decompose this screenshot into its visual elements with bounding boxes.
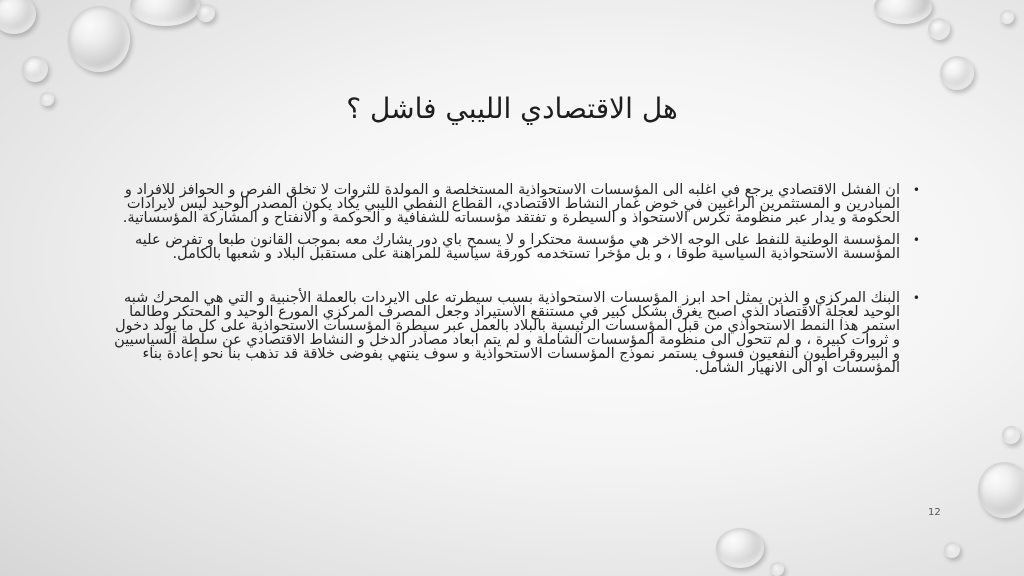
bullet-item bbox=[105, 291, 920, 375]
water-drop-decoration bbox=[0, 0, 36, 34]
page-number: 12 bbox=[928, 507, 941, 518]
water-drop-decoration bbox=[1002, 426, 1020, 444]
water-drop-decoration bbox=[1000, 10, 1014, 24]
water-drop-decoration bbox=[68, 6, 130, 72]
bullet-item bbox=[105, 233, 920, 261]
bullet-icon: • bbox=[912, 233, 920, 247]
water-drop-decoration bbox=[130, 0, 200, 26]
water-drop-decoration bbox=[944, 542, 960, 558]
bullet-text: ان الفشل الاقتصادي يرجع في اغلبه الى المؤسسات الاستحواذية المستخلصة و المولدة للثروات لا تخلق الفرص و الحوافز للافراد و المبادرين و المستثمرين الراغبين في خوض غمار النشاط الاقتصادي، القطاع النفطي الليبي يكاد يكون المصدر الوحيد ليس لايرادات الحكومة و يدار عبر منظومة تكرس الاستحواذ و السيطرة و تفتقد مؤسساته للشفافية و الحوكمة و الانفتاح و المشاركة المؤسساتية. bbox=[122, 182, 900, 226]
bullet-list bbox=[105, 183, 920, 383]
water-drop-decoration bbox=[716, 528, 764, 568]
bullet-item bbox=[105, 183, 920, 225]
bullet-text: المؤسسة الوطنية للنفط على الوجه الاخر هي مؤسسة محتكرا و لا يسمح باي دور يشارك معه بموجب القانون طبعا و تفرض عليه المؤسسة الاستحواذية السياسية طوقا ، و بل مؤخرا تستخدمه كورقة سياسية للمراهنة على مستقبل البلاد و شعبها بالكامل. bbox=[135, 232, 900, 262]
bullet-icon: • bbox=[912, 291, 920, 305]
water-drop-decoration bbox=[22, 56, 48, 82]
water-drop-decoration bbox=[978, 462, 1024, 518]
water-drop-decoration bbox=[874, 0, 932, 24]
bullet-text: البنك المركزي و الذين يمثل احد ابرز المؤسسات الاستحواذية بسبب سيطرته على الايردات بالعملة الأجنبية و التي هي المحرك شبه الوحيد لعجلة الاقتصاد الذي اصبح يغرق بشكل كبير في مستنقع الاستيراد وجعل المصرف المركزي المورع الوحيد و المحتكر وطالما استمر هذا النمط الاستحواذي من قبل المؤسسات الرئيسية بالبلاد بالعمل عبر سيطرة المؤسسات الاستحواذية على كل ما يولد دخول و ثروات كبيرة ، و لم تتحول الى منظومة المؤسسات الشاملة و لم يتم ابعاد مصادر الدخل و النشاط الاقتصادي عن سلطة السياسيين و البيروقراطيون النفعيون فسوف يستمر نموذج المؤسسات الاستحواذية و سوف ينتهي بفوضى خلاقة قد تذهب بنا نحو إعادة بناء المؤسسات او الى الانهيار الشامل. bbox=[114, 290, 900, 376]
water-drop-decoration bbox=[770, 562, 784, 576]
water-drop-decoration bbox=[928, 18, 950, 40]
bullet-icon: • bbox=[912, 183, 920, 197]
water-drop-decoration bbox=[197, 4, 215, 22]
water-drop-decoration bbox=[940, 56, 974, 90]
slide-title: هل الاقتصادي الليبي فاشل ؟ bbox=[346, 92, 678, 125]
